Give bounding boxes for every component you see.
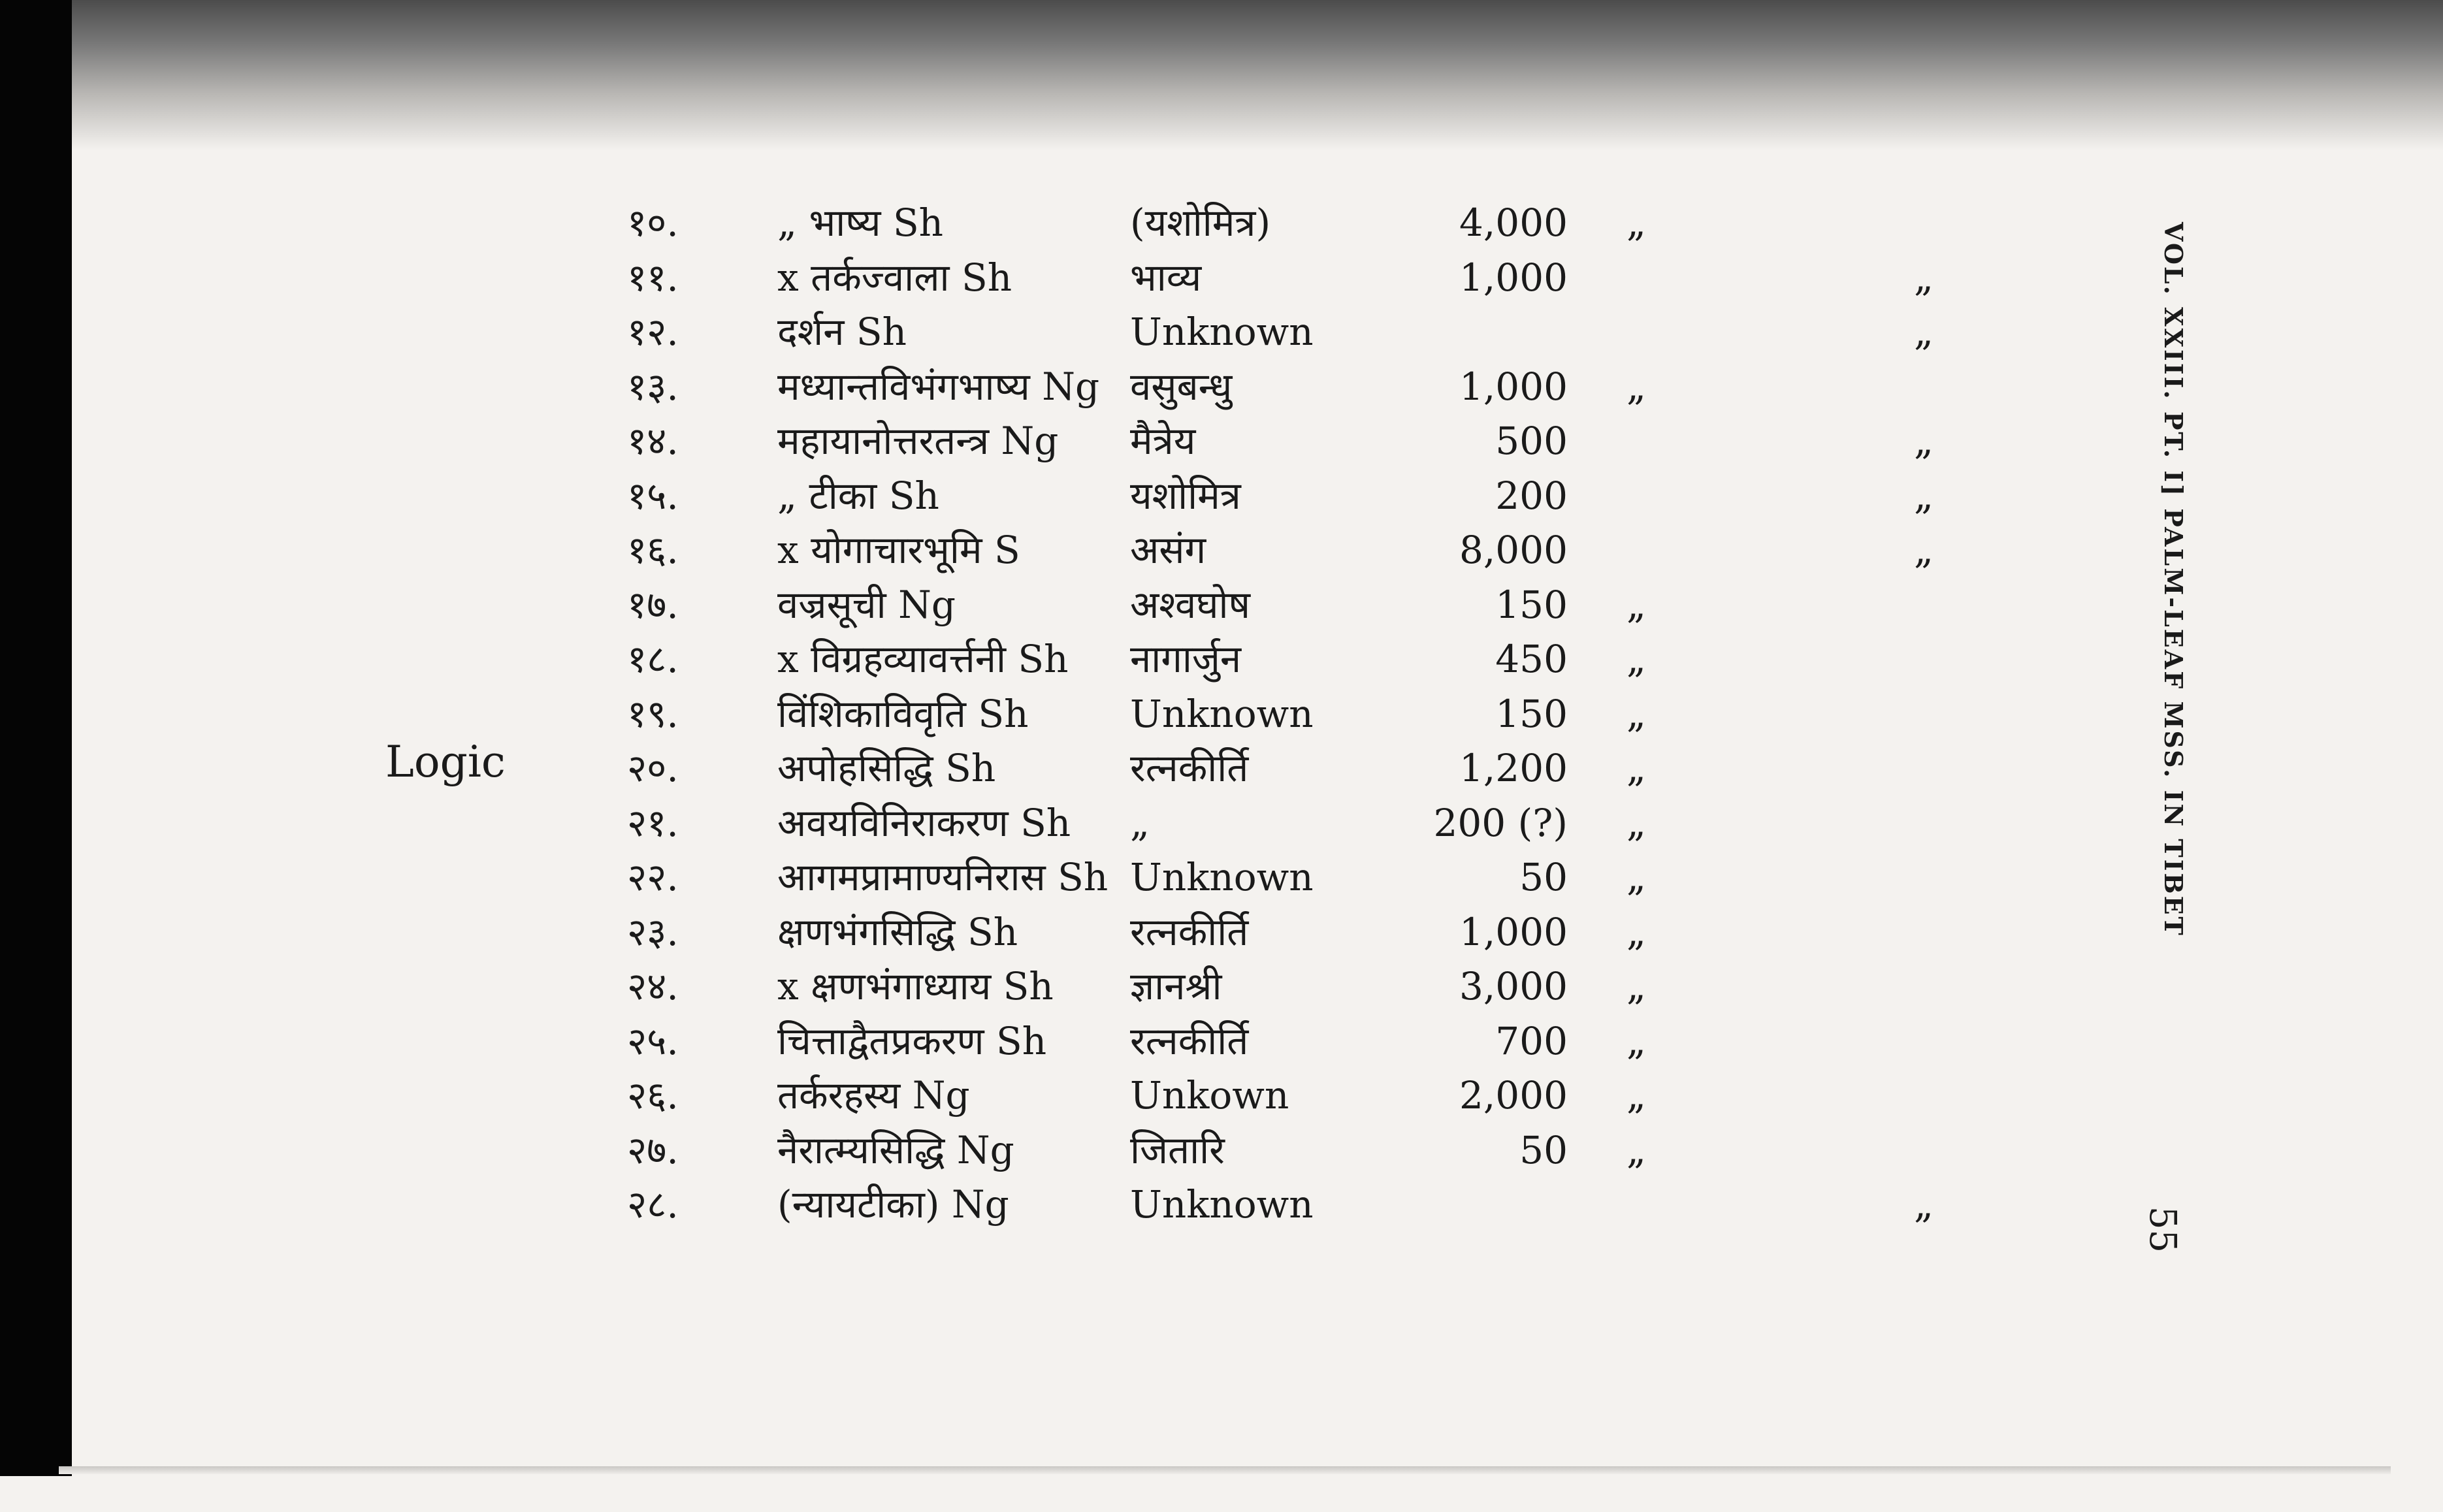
entry-size: 700: [1495, 1018, 1568, 1063]
entry-title: x तर्कज्वाला Sh: [777, 255, 1012, 300]
table-row: [627, 1123, 1672, 1178]
entry-number: १२.: [627, 310, 679, 354]
table-row: [627, 578, 1672, 633]
entry-size: 3,000: [1459, 964, 1568, 1008]
ditto-mark: „: [1626, 746, 1647, 790]
entry-size: 1,200: [1459, 746, 1568, 790]
entry-size: 2,000: [1459, 1073, 1568, 1118]
entry-title: नैरात्म्यसिद्धि Ng: [777, 1127, 1014, 1172]
table-row: [627, 1178, 1934, 1232]
entry-author: Unknown: [1130, 691, 1314, 736]
ditto-mark: „: [1626, 364, 1647, 409]
entry-number: १७.: [627, 582, 679, 627]
entry-title: महायानोत्तरतन्त्र Ng: [777, 419, 1059, 463]
table-row: [627, 1069, 1672, 1123]
ditto-mark: „: [1626, 909, 1647, 954]
table-row: [627, 632, 1672, 687]
entry-title: अपोहसिद्धि Sh: [777, 746, 996, 790]
ditto-mark: „: [1626, 1018, 1647, 1063]
table-row: [627, 360, 1672, 415]
entry-author: Unknown: [1130, 1182, 1314, 1227]
ditto-mark: „: [1626, 855, 1647, 899]
entry-author: असंग: [1130, 528, 1206, 572]
entry-number: १८.: [627, 637, 679, 681]
ditto-mark: „: [1626, 1073, 1647, 1118]
entry-title: अवयविनिराकरण Sh: [777, 800, 1071, 845]
ditto-mark: „: [1626, 691, 1647, 736]
entry-number: २२.: [627, 855, 679, 899]
entry-number: १३.: [627, 364, 679, 409]
manuscript-table: [627, 196, 1934, 1232]
entry-author: Unknown: [1130, 855, 1314, 899]
entry-title: „ टीका Sh: [777, 473, 939, 518]
page-number: 55: [2141, 1206, 2184, 1253]
entry-author: भाव्य: [1130, 255, 1202, 300]
entry-size: 50: [1519, 1127, 1568, 1172]
entry-number: २७.: [627, 1127, 679, 1172]
ditto-mark-right: „: [1914, 255, 1934, 300]
table-row: [627, 959, 1672, 1014]
ditto-mark-right: „: [1914, 528, 1934, 572]
entry-title: x विग्रहव्यावर्त्तनी Sh: [777, 637, 1069, 681]
ditto-mark: „: [1626, 964, 1647, 1008]
entry-size: 150: [1495, 691, 1568, 736]
entry-title: दर्शन Sh: [777, 310, 907, 354]
entry-title: x योगाचारभूमि S: [777, 528, 1020, 572]
entry-author: जितारि: [1130, 1127, 1225, 1172]
scan-shadow-top: [72, 0, 2443, 150]
entry-author: „: [1130, 800, 1150, 845]
ditto-mark: „: [1626, 582, 1647, 627]
entry-author: रत्नकीर्ति: [1130, 746, 1249, 790]
entry-author: मैत्रेय: [1130, 419, 1196, 463]
table-row: [627, 905, 1672, 960]
entry-number: २८.: [627, 1182, 679, 1227]
table-row: [627, 1014, 1672, 1069]
ditto-mark: „: [1626, 1127, 1647, 1172]
running-head: VOL. XXIII. PT. I] PALM-LEAF MSS. IN TIBET: [2159, 222, 2188, 937]
table-row: [627, 741, 1672, 796]
entry-number: २४.: [627, 964, 679, 1008]
entry-title: विंशिकाविवृति Sh: [777, 691, 1029, 736]
entry-title: वज्रसूची Ng: [777, 582, 956, 627]
entry-number: १६.: [627, 528, 679, 572]
entry-author: (यशोमित्र): [1130, 201, 1271, 245]
entry-number: ११.: [627, 255, 679, 300]
table-row: [627, 251, 1934, 306]
entry-author: ज्ञानश्री: [1130, 964, 1222, 1008]
entry-size: 200: [1495, 473, 1568, 518]
ditto-mark-right: „: [1914, 473, 1934, 518]
scan-edge-left: [0, 0, 72, 1476]
entry-title: चित्ताद्वैतप्रकरण Sh: [777, 1018, 1047, 1063]
entry-title: तर्करहस्य Ng: [777, 1073, 970, 1118]
entry-size: 50: [1519, 855, 1568, 899]
table-row: [627, 796, 1672, 851]
entry-number: २५.: [627, 1018, 679, 1063]
ditto-mark: „: [1626, 201, 1647, 245]
entry-size: 8,000: [1459, 528, 1568, 572]
entry-size: 150: [1495, 582, 1568, 627]
scan-edge-bottom: [59, 1466, 2391, 1474]
ditto-mark-right: „: [1914, 1182, 1934, 1227]
entry-size: 4,000: [1459, 201, 1568, 245]
entry-author: अश्वघोष: [1130, 582, 1251, 627]
entry-author: Unkown: [1130, 1073, 1289, 1118]
entry-size: 1,000: [1459, 909, 1568, 954]
entry-title: „ भाष्य Sh: [777, 201, 944, 245]
entry-title: मध्यान्तविभंगभाष्य Ng: [777, 364, 1100, 409]
entry-author: नागार्जुन: [1130, 637, 1242, 681]
entry-author: वसुबन्धु: [1130, 364, 1233, 409]
entry-number: २३.: [627, 909, 679, 954]
table-row: [627, 850, 1672, 905]
table-row: [627, 469, 1934, 524]
table-row: [627, 687, 1672, 742]
entry-number: २१.: [627, 800, 679, 845]
entry-title: x क्षणभंगाध्याय Sh: [777, 964, 1054, 1008]
entry-author: यशोमित्र: [1130, 473, 1241, 518]
entry-number: १९.: [627, 691, 679, 736]
entry-size: 200 (?): [1433, 800, 1568, 845]
entry-author: Unknown: [1130, 310, 1314, 354]
entry-number: १०.: [627, 201, 679, 245]
entry-number: १५.: [627, 473, 679, 518]
entry-author: रत्नकीर्ति: [1130, 1018, 1249, 1063]
entry-size: 1,000: [1459, 364, 1568, 409]
entry-number: १४.: [627, 419, 679, 463]
entry-number: २६.: [627, 1073, 679, 1118]
entry-number: २०.: [627, 746, 679, 790]
section-label: Logic: [385, 737, 506, 787]
ditto-mark-right: „: [1914, 419, 1934, 463]
table-row: [627, 196, 1672, 251]
entry-title: (न्यायटीका) Ng: [777, 1182, 1009, 1227]
entry-size: 500: [1495, 419, 1568, 463]
ditto-mark: „: [1626, 800, 1647, 845]
ditto-mark-right: „: [1914, 310, 1934, 354]
entry-author: रत्नकीर्ति: [1130, 909, 1249, 954]
entry-title: आगमप्रामाण्यनिरास Sh: [777, 855, 1108, 899]
ditto-mark: „: [1626, 637, 1647, 681]
entry-size: 1,000: [1459, 255, 1568, 300]
entry-title: क्षणभंगसिद्धि Sh: [777, 909, 1018, 954]
table-row: [627, 305, 1934, 360]
table-row: [627, 523, 1934, 578]
table-row: [627, 414, 1934, 469]
entry-size: 450: [1495, 637, 1568, 681]
